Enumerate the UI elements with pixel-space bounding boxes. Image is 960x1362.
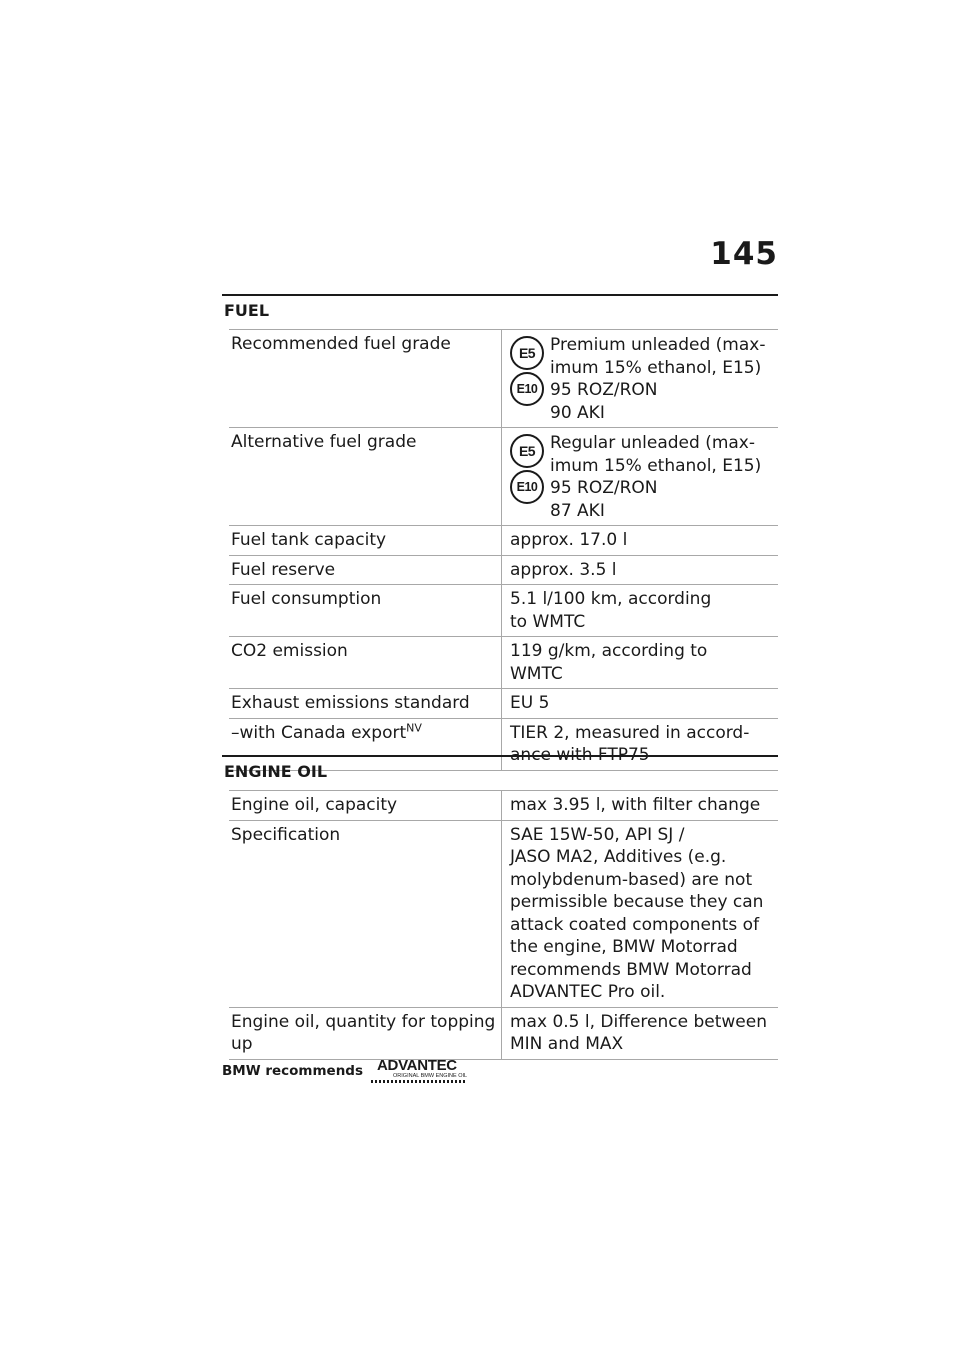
bmw-recommends [222,1058,467,1083]
table-row [229,689,778,719]
recommended-fuel-value [502,330,779,428]
label-line: up [231,1034,253,1054]
canada-export-text: –with Canada export [231,722,407,743]
value-line: 5.1 l/100 km, according [510,589,712,609]
e10-badge-icon: E10 [510,372,544,406]
fuel-grade-line: imum 15% ethanol, E15) [550,455,762,476]
advantec-logo-icon [371,1058,467,1083]
e5-badge-icon: E5 [510,336,544,370]
table-row [229,791,778,821]
fuel-table [229,329,778,771]
value-line: recommends BMW Motorrad [510,959,752,980]
co2-emission-label: CO2 emission [229,637,502,689]
e10-badge-icon: E10 [510,470,544,504]
value-line: molybdenum-based) are not [510,869,753,890]
value-line: max 0.5 l, Difference between [510,1011,767,1032]
label-line: Engine oil, quantity for topping [231,1011,496,1032]
oil-specification-label: Specification [229,820,502,1007]
table-row [229,820,778,1007]
fuel-octane-aki: 90 AKI [550,402,605,423]
value-line: MIN and MAX [510,1034,624,1054]
exhaust-standard-value: EU 5 [510,693,550,713]
fuel-grade-line: imum 15% ethanol, E15) [550,357,762,378]
oil-specification-value [502,820,779,1007]
fuel-octane-ron: 95 ROZ/RON [550,478,658,498]
engine-oil-section-title: ENGINE OIL [224,762,328,781]
fuel-section-title: FUEL [224,301,270,320]
table-row [229,637,778,689]
fuel-consumption-value [502,585,779,637]
table-row [229,526,778,556]
recommends-label: BMW recommends [222,1062,364,1079]
table-row [229,428,778,526]
advantec-bar [371,1080,467,1083]
value-line: ADVANTEC Pro oil. [510,982,666,1002]
value-line: to WMTC [510,611,586,632]
value-line: JASO MA2, Additives (e.g. [510,847,727,867]
value-line: SAE 15W-50, API SJ / [510,824,685,845]
oil-capacity-label: Engine oil, capacity [229,791,502,821]
alternative-fuel-label: Alternative fuel grade [229,428,502,526]
tank-capacity-value: approx. 17.0 l [510,530,628,550]
advantec-brand: ADVANTEC [377,1057,457,1074]
value-line: TIER 2, measured in accord- [510,722,750,743]
oil-topping-value [502,1007,779,1059]
oil-topping-label [229,1007,502,1059]
exhaust-standard-label: Exhaust emissions standard [229,689,502,719]
tank-capacity-label: Fuel tank capacity [229,526,502,556]
table-row [229,555,778,585]
fuel-grade-line: Premium unleaded (max- [550,335,766,355]
co2-emission-value [502,637,779,689]
fuel-reserve-label: Fuel reserve [229,555,502,585]
table-row [229,585,778,637]
fuel-section [222,294,778,771]
advantec-subtitle: ORIGINAL BMW ENGINE OIL [393,1073,468,1079]
table-row [229,330,778,428]
e5-badge-icon: E5 [510,434,544,468]
recommended-fuel-label: Recommended fuel grade [229,330,502,428]
fuel-octane-aki: 87 AKI [550,500,605,521]
value-line: WMTC [510,663,563,684]
oil-capacity-value: max 3.95 l, with filter change [510,795,761,815]
page-number: 145 [710,236,778,272]
table-row [229,1007,778,1059]
value-line: the engine, BMW Motorrad [510,937,738,957]
value-line: ance with FTP75 [510,745,650,765]
engine-oil-section [222,755,778,1060]
engine-oil-table [229,790,778,1060]
fuel-grade-line: Regular unleaded (max- [550,433,756,453]
fuel-reserve-value: approx. 3.5 l [510,559,617,580]
value-line: permissible because they can [510,892,764,912]
alternative-fuel-value [502,428,779,526]
value-line: attack coated components of [510,914,760,935]
value-line: 119 g/km, according to [510,641,708,661]
nv-superscript: NV [406,720,422,734]
fuel-octane-ron: 95 ROZ/RON [550,380,658,400]
fuel-consumption-label: Fuel consumption [229,585,502,637]
